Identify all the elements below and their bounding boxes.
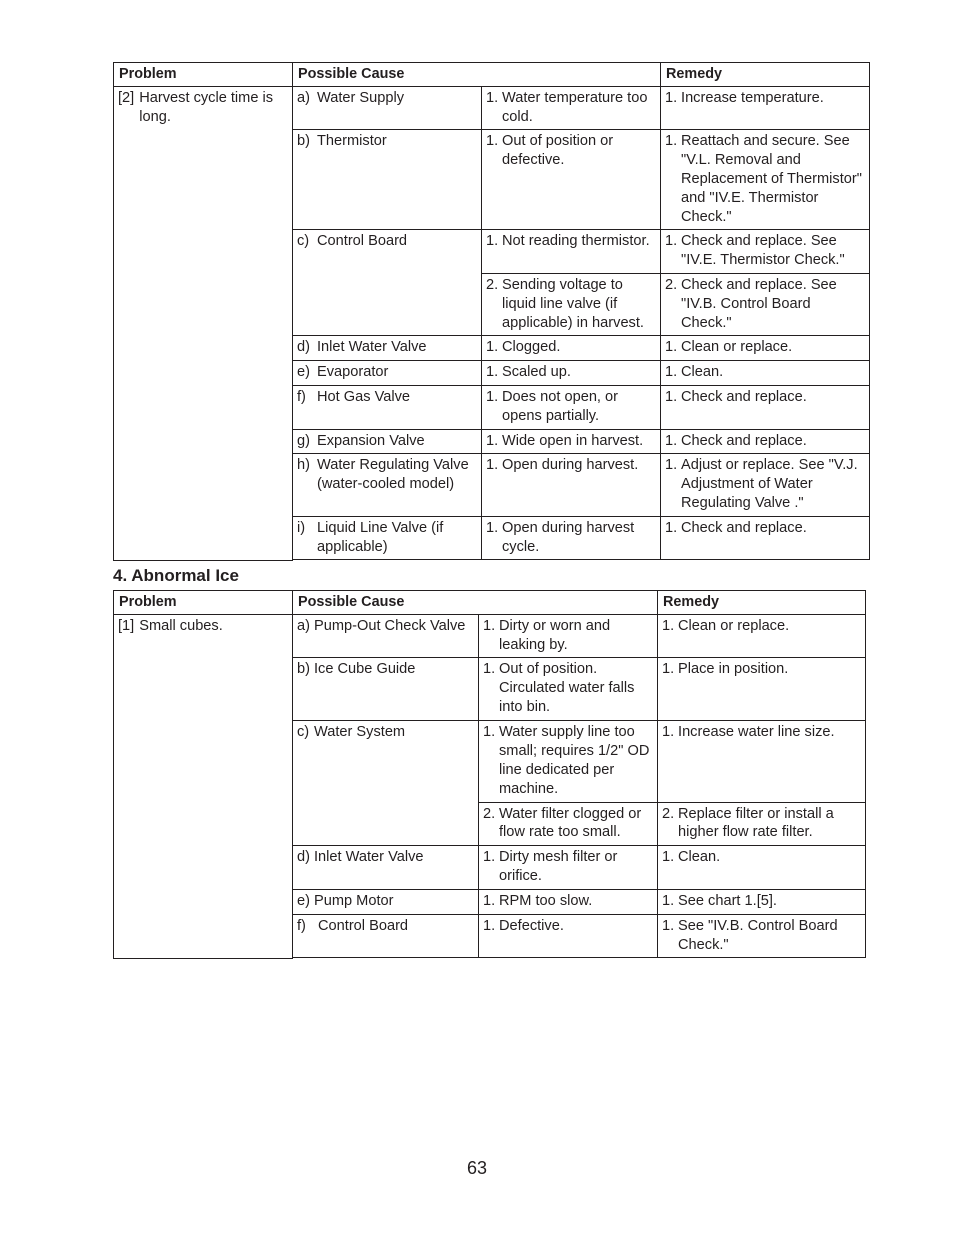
header-possible-cause: Possible Cause	[293, 591, 658, 615]
cause-letter: b)	[297, 661, 310, 678]
detail-cell	[479, 614, 658, 658]
detail-number: 1.	[486, 133, 499, 150]
cause-letter: d)	[297, 339, 310, 356]
detail-text: Wide open in harvest.	[502, 432, 644, 449]
detail-cell	[479, 658, 658, 721]
remedy-cell	[661, 273, 870, 335]
cause-text: Pump-Out Check Valve	[314, 617, 466, 634]
troubleshooting-table-abnormal-ice	[113, 590, 866, 959]
cause-text: Evaporator	[317, 364, 389, 381]
remedy-text: Check and replace.	[681, 519, 807, 536]
remedy-number: 1.	[665, 339, 678, 356]
detail-number: 1.	[486, 388, 499, 405]
cause-text: Control Board	[317, 233, 408, 250]
remedy-cell	[661, 86, 870, 130]
remedy-number: 1.	[662, 917, 675, 934]
detail-number: 1.	[483, 849, 496, 866]
table-header-row	[114, 591, 866, 615]
detail-cell	[479, 721, 658, 802]
remedy-text: Clean or replace.	[678, 617, 790, 634]
cause-letter: c)	[297, 233, 310, 250]
header-problem: Problem	[114, 63, 293, 87]
cause-cell	[293, 86, 482, 130]
cause-cell	[293, 230, 482, 336]
cause-text: Thermistor	[317, 133, 387, 150]
remedy-text: Increase temperature.	[681, 89, 824, 106]
cause-cell	[293, 914, 479, 958]
cause-letter: h)	[297, 457, 310, 474]
cause-cell	[293, 614, 479, 658]
detail-cell	[479, 914, 658, 958]
detail-text: Water temperature too cold.	[502, 89, 648, 125]
problem-number: [1]	[118, 617, 135, 634]
remedy-number: 2.	[665, 276, 678, 293]
cause-cell	[293, 429, 482, 454]
cause-text: Ice Cube Guide	[314, 661, 416, 678]
remedy-text: Check and replace. See "IV.B. Control Board Check."	[681, 276, 837, 331]
remedy-text: Adjust or replace. See "V.J. Adjustment of Water Regulating Valve ."	[681, 457, 858, 511]
detail-text: Out of position or defective.	[502, 133, 614, 169]
cause-text: Control Board	[318, 917, 409, 934]
cause-cell	[293, 721, 479, 846]
remedy-text: Check and replace. See "IV.E. Thermistor Check."	[681, 233, 845, 269]
remedy-text: Place in position.	[678, 661, 789, 678]
cause-letter: f)	[297, 917, 306, 934]
problem-number: [2]	[118, 89, 135, 106]
remedy-cell	[661, 336, 870, 361]
detail-number: 1.	[483, 661, 496, 678]
detail-number: 1.	[486, 233, 499, 250]
header-possible-cause: Possible Cause	[293, 63, 661, 87]
remedy-cell	[661, 385, 870, 429]
remedy-text: See chart 1.[5].	[678, 892, 777, 909]
remedy-number: 1.	[665, 388, 678, 405]
detail-cell	[479, 846, 658, 890]
troubleshooting-table-harvest	[113, 62, 870, 561]
remedy-text: Replace filter or install a higher flow rate filter.	[678, 805, 834, 841]
cause-text: Expansion Valve	[317, 432, 425, 449]
detail-text: RPM too slow.	[499, 892, 593, 909]
remedy-number: 1.	[665, 519, 678, 536]
remedy-number: 1.	[665, 364, 678, 381]
cause-cell	[293, 846, 479, 890]
problem-text: Small cubes.	[139, 617, 223, 634]
remedy-text: See "IV.B. Control Board Check."	[678, 917, 838, 953]
section-heading: 4. Abnormal Ice	[113, 566, 239, 585]
cause-letter: e)	[297, 892, 310, 909]
header-problem: Problem	[114, 591, 293, 615]
remedy-number: 1.	[665, 233, 678, 250]
detail-number: 1.	[486, 339, 499, 356]
remedy-cell	[661, 429, 870, 454]
detail-text: Sending voltage to liquid line valve (if applicable) in harvest.	[502, 276, 644, 331]
detail-number: 1.	[483, 917, 496, 934]
detail-cell	[482, 230, 661, 274]
cause-letter: e)	[297, 364, 310, 381]
cause-text: Hot Gas Valve	[317, 388, 411, 405]
remedy-cell	[661, 230, 870, 274]
detail-cell	[479, 889, 658, 914]
cause-cell	[293, 130, 482, 230]
remedy-text: Clean.	[678, 849, 721, 866]
detail-cell	[482, 454, 661, 516]
detail-text: Open during harvest.	[502, 457, 639, 474]
remedy-cell	[658, 889, 866, 914]
remedy-number: 1.	[665, 133, 678, 150]
detail-cell	[482, 516, 661, 560]
detail-number: 1.	[486, 457, 499, 474]
remedy-cell	[658, 914, 866, 958]
remedy-number: 1.	[665, 89, 678, 106]
detail-text: Clogged.	[502, 339, 561, 356]
remedy-cell	[661, 454, 870, 516]
cause-cell	[293, 385, 482, 429]
cause-text: Water Regulating Valve (water-cooled model)	[317, 457, 469, 493]
detail-text: Does not open, or opens partially.	[502, 388, 619, 424]
detail-number: 1.	[486, 364, 499, 381]
table-row	[114, 614, 866, 658]
detail-text: Defective.	[499, 917, 564, 934]
cause-text: Inlet Water Valve	[314, 849, 424, 866]
problem-text: Harvest cycle time is long.	[139, 89, 274, 125]
cause-letter: a)	[297, 617, 310, 634]
remedy-text: Check and replace.	[681, 388, 807, 405]
cause-text: Pump Motor	[314, 892, 394, 909]
detail-number: 1.	[486, 89, 499, 106]
remedy-text: Clean or replace.	[681, 339, 793, 356]
detail-number: 2.	[486, 276, 499, 293]
cause-letter: f)	[297, 388, 306, 405]
cause-cell	[293, 454, 482, 516]
table-row	[114, 86, 870, 130]
cause-text: Inlet Water Valve	[317, 339, 427, 356]
cause-letter: a)	[297, 89, 310, 106]
remedy-cell	[661, 516, 870, 560]
header-remedy: Remedy	[658, 591, 866, 615]
remedy-number: 2.	[662, 805, 675, 822]
header-remedy: Remedy	[661, 63, 870, 87]
cause-text: Water Supply	[317, 89, 405, 106]
remedy-text: Reattach and secure. See "V.L. Removal and Replacement of Thermistor" and "IV.E. Thermistor Check."	[681, 133, 862, 225]
detail-text: Dirty or worn and leaking by.	[499, 617, 611, 653]
remedy-cell	[658, 658, 866, 721]
remedy-number: 1.	[662, 892, 675, 909]
remedy-cell	[661, 130, 870, 230]
cause-text: Water System	[314, 724, 406, 741]
remedy-cell	[658, 721, 866, 802]
remedy-cell	[658, 614, 866, 658]
page-number: 63	[466, 1158, 488, 1178]
cause-letter: c)	[297, 724, 310, 741]
detail-text: Out of position. Circulated water falls into bin.	[499, 661, 635, 715]
detail-number: 2.	[483, 805, 496, 822]
detail-number: 1.	[483, 892, 496, 909]
cause-letter: d)	[297, 849, 310, 866]
detail-cell	[482, 385, 661, 429]
remedy-number: 1.	[662, 661, 675, 678]
detail-number: 1.	[486, 432, 499, 449]
detail-text: Open during harvest cycle.	[502, 519, 635, 555]
problem-cell	[114, 614, 293, 958]
cause-cell	[293, 361, 482, 386]
cause-letter: g)	[297, 432, 310, 449]
remedy-text: Check and replace.	[681, 432, 807, 449]
detail-cell	[482, 273, 661, 335]
remedy-cell	[658, 846, 866, 890]
table-header-row	[114, 63, 870, 87]
remedy-number: 1.	[665, 457, 678, 474]
detail-cell	[482, 86, 661, 130]
cause-letter: b)	[297, 133, 310, 150]
remedy-number: 1.	[662, 724, 675, 741]
cause-cell	[293, 658, 479, 721]
remedy-text: Increase water line size.	[678, 724, 835, 741]
cause-text: Liquid Line Valve (if applicable)	[317, 519, 444, 555]
detail-cell	[482, 361, 661, 386]
problem-cell	[114, 86, 293, 560]
detail-text: Not reading thermistor.	[502, 233, 650, 250]
detail-number: 1.	[486, 519, 499, 536]
detail-text: Dirty mesh filter or orifice.	[499, 849, 618, 884]
detail-text: Water supply line too small; requires 1/2" OD line dedicated per machine.	[499, 724, 650, 797]
detail-cell	[482, 336, 661, 361]
detail-number: 1.	[483, 617, 496, 634]
cause-letter: i)	[297, 519, 306, 536]
detail-cell	[482, 429, 661, 454]
detail-number: 1.	[483, 724, 496, 741]
cause-cell	[293, 336, 482, 361]
remedy-text: Clean.	[681, 364, 724, 381]
detail-cell	[479, 802, 658, 846]
cause-cell	[293, 516, 482, 560]
remedy-cell	[661, 361, 870, 386]
remedy-number: 1.	[662, 849, 675, 866]
detail-text: Scaled up.	[502, 364, 571, 381]
detail-cell	[482, 130, 661, 230]
remedy-number: 1.	[665, 432, 678, 449]
cause-cell	[293, 889, 479, 914]
remedy-number: 1.	[662, 617, 675, 634]
remedy-cell	[658, 802, 866, 846]
detail-text: Water filter clogged or flow rate too small.	[499, 805, 642, 841]
